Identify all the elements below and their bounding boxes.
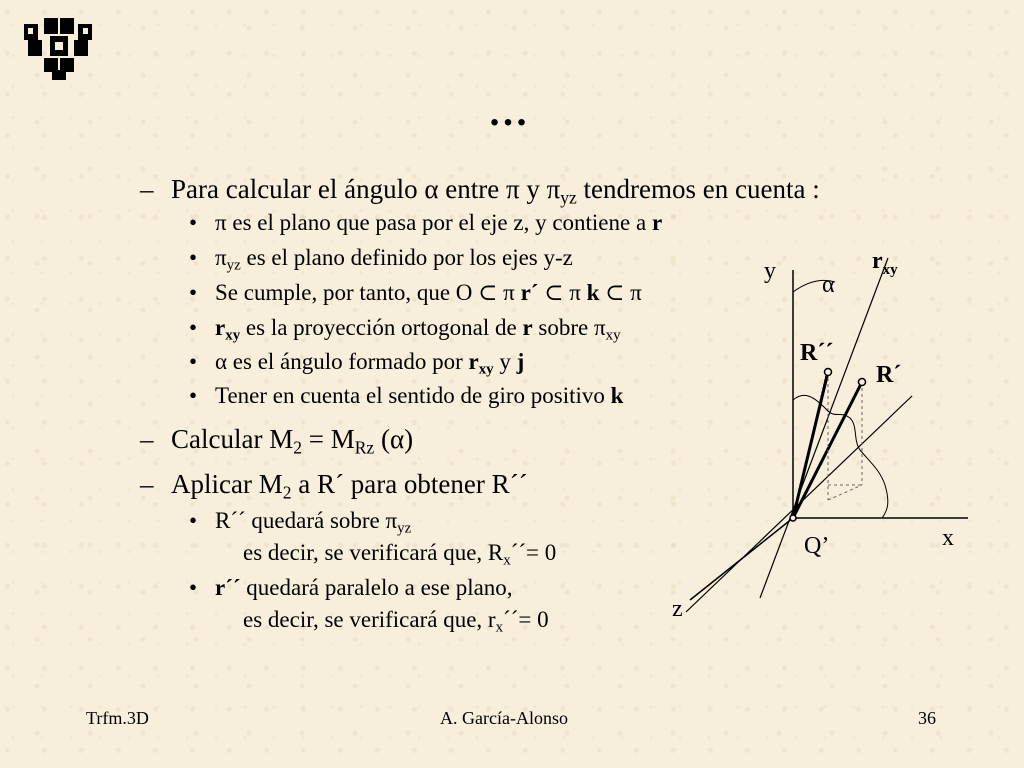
dash-marker: – bbox=[140, 469, 154, 499]
footer-left: Trfm.3D bbox=[86, 708, 149, 728]
label-z: z bbox=[672, 596, 683, 622]
rotation-diagram bbox=[650, 240, 980, 630]
bullet-rotation-sense: Tener en cuenta el sentido de giro positivo k bbox=[215, 383, 624, 408]
origin-point bbox=[790, 515, 796, 521]
bullet-projection: $r_{xy}$ es la proyección ortogonal de r sobre $\pi_{xy}$ bbox=[215, 315, 621, 344]
label-q: Q’ bbox=[804, 533, 830, 559]
label-rxy: $r_{xy}$ bbox=[872, 248, 898, 278]
point-rp bbox=[859, 379, 866, 386]
bullet-plane-pi: π es el plano que pasa por el eje z, y contiene a r bbox=[215, 210, 663, 235]
bullet-marker: • bbox=[189, 315, 198, 340]
item-angle-calculation: Para calcular el ángulo α entre π y $\pi_{yz}$ tendremos en cuenta : bbox=[171, 174, 820, 208]
page-number: 36 bbox=[918, 708, 936, 728]
bullet-plane-pi-yz: $\pi_{yz}$ es el plano definido por los ejes y-z bbox=[215, 245, 573, 274]
item-apply-m2: Aplicar $M_2$ a R´ para obtener R´´ bbox=[171, 469, 528, 503]
label-x: x bbox=[942, 525, 954, 551]
label-rp: R´ bbox=[876, 362, 902, 388]
bullet-inclusion: Se cumple, por tanto, que O ⊂ π r´ ⊂ π k ⊂ π bbox=[215, 280, 642, 305]
bullet-marker: • bbox=[189, 210, 198, 235]
label-alpha: α bbox=[822, 272, 835, 298]
footer-author: A. García-Alonso bbox=[440, 708, 568, 728]
bullet-marker: • bbox=[189, 245, 198, 270]
slide-title: … bbox=[488, 89, 529, 134]
construction-line bbox=[828, 485, 862, 500]
bullet-alpha-angle: α es el ángulo formado por $r_{xy}$ y j bbox=[215, 349, 525, 378]
bullet-rpp-on-plane: R´´ quedará sobre $\pi_{yz}$ bbox=[215, 508, 412, 537]
bullet-rpp-parallel: r´´ quedará paralelo a ese plano, bbox=[215, 575, 513, 600]
dash-marker: – bbox=[140, 174, 154, 204]
item-calc-m2: Calcular $M_2 = M_{Rz}$ (α) bbox=[171, 424, 414, 458]
rpp-vector bbox=[793, 372, 828, 518]
university-logo bbox=[24, 18, 94, 80]
dash-marker: – bbox=[140, 424, 154, 454]
bullet-marker: • bbox=[189, 575, 198, 600]
bullet-rpp-parallel-condition: es decir, se verificará que, $r_x´´= 0$ bbox=[243, 607, 549, 636]
point-rpp bbox=[825, 369, 832, 376]
bullet-marker: • bbox=[189, 508, 198, 533]
bullet-rpp-condition: es decir, se verificará que, $R_x´´= 0$ bbox=[243, 540, 557, 569]
bullet-marker: • bbox=[189, 349, 198, 374]
bullet-marker: • bbox=[189, 280, 198, 305]
label-rpp: R´´ bbox=[800, 340, 834, 366]
label-y: y bbox=[764, 258, 776, 284]
bullet-marker: • bbox=[189, 383, 198, 408]
